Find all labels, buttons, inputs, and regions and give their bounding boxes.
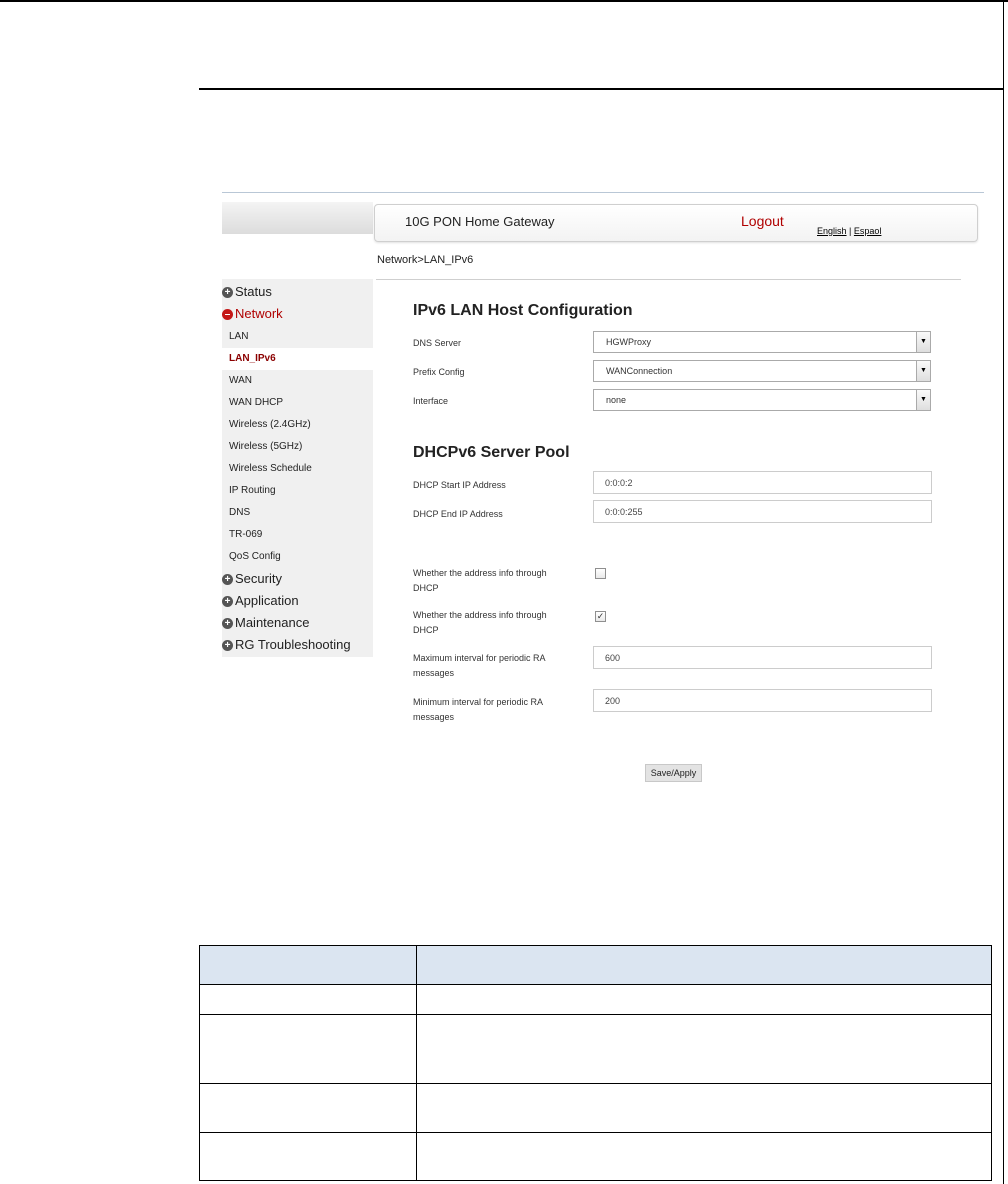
sidebar-item-label: Status <box>235 284 272 299</box>
sidebar-item-wireless-5ghz[interactable]: Wireless (5GHz) <box>229 441 303 452</box>
table-row <box>200 1015 992 1084</box>
plus-icon: + <box>222 287 233 298</box>
interface-label: Interface <box>413 396 449 406</box>
sidebar-item-application[interactable] <box>222 590 299 612</box>
address-info-checkbox-2[interactable] <box>595 611 606 622</box>
address-info-label-2: Whether the address info through DHCP <box>413 610 547 635</box>
address-info-label-1: Whether the address info through DHCP <box>413 568 547 593</box>
gateway-title: 10G PON Home Gateway <box>405 214 555 229</box>
lang-separator: | <box>849 226 852 236</box>
dhcp-end-ip-label: DHCP End IP Address <box>413 509 503 519</box>
table-cell <box>200 1133 417 1181</box>
sidebar-item-label: Maintenance <box>235 615 310 630</box>
dns-server-select[interactable] <box>593 331 931 353</box>
plus-icon: + <box>222 574 233 585</box>
sidebar-item-wan-dhcp[interactable]: WAN DHCP <box>229 397 284 408</box>
sidebar-item-wireless-schedule[interactable]: Wireless Schedule <box>229 463 312 474</box>
dropdown-arrow-icon: ▼ <box>916 332 930 352</box>
table-header-cell <box>200 946 417 985</box>
address-info-checkbox-1[interactable] <box>595 568 606 579</box>
page-right-rule <box>1003 0 1004 1184</box>
ipv6-lan-section-title: IPv6 LAN Host Configuration <box>413 302 633 319</box>
plus-icon: + <box>222 618 233 629</box>
sidebar-item-wireless-24ghz[interactable]: Wireless (2.4GHz) <box>229 419 311 430</box>
dhcpv6-section-title: DHCPv6 Server Pool <box>413 444 570 461</box>
save-apply-button[interactable]: Save/Apply <box>645 764 702 782</box>
sidebar-item-label: Application <box>235 593 299 608</box>
dropdown-arrow-icon: ▼ <box>916 390 930 410</box>
parameter-table <box>199 945 992 1181</box>
sidebar-item-label: Network <box>235 306 283 321</box>
screenshot-top-border <box>222 192 984 193</box>
lang-english-link[interactable]: English <box>817 226 847 236</box>
prefix-config-select[interactable] <box>593 360 931 382</box>
sidebar-item-label: Security <box>235 571 282 586</box>
sidebar-menu <box>222 279 373 657</box>
breadcrumb: Network>LAN_IPv6 <box>377 254 474 266</box>
dns-server-value: HGWProxy <box>606 337 651 347</box>
dhcp-start-ip-label: DHCP Start IP Address <box>413 480 506 490</box>
sidebar-item-lan[interactable]: LAN <box>229 331 249 342</box>
sidebar-item-status[interactable] <box>222 281 272 303</box>
interface-select[interactable] <box>593 389 931 411</box>
sidebar-item-lan-ipv6[interactable]: LAN_IPv6 <box>222 348 373 370</box>
table-row <box>200 985 992 1015</box>
dhcp-start-ip-input[interactable] <box>593 471 932 494</box>
sidebar-item-network[interactable] <box>222 303 283 325</box>
min-ra-interval-label: Minimum interval for periodic RA messages <box>413 697 543 722</box>
sidebar-item-qos-config[interactable]: QoS Config <box>229 551 281 562</box>
table-cell <box>417 1133 992 1181</box>
gateway-header <box>374 204 978 242</box>
table-cell <box>200 985 417 1015</box>
prefix-config-value: WANConnection <box>606 366 673 376</box>
table-row <box>200 1084 992 1133</box>
table-cell <box>200 1015 417 1084</box>
table-cell <box>417 985 992 1015</box>
sidebar-item-dns[interactable]: DNS <box>229 507 251 518</box>
min-ra-interval-input[interactable] <box>593 689 932 712</box>
table-header-cell <box>417 946 992 985</box>
table-row <box>200 1133 992 1181</box>
table-cell <box>200 1084 417 1133</box>
sidebar-item-label: RG Troubleshooting <box>235 637 351 652</box>
sidebar-header <box>222 202 373 234</box>
minus-icon: – <box>222 309 233 320</box>
sidebar-item-ip-routing[interactable]: IP Routing <box>229 485 276 496</box>
table-header-row <box>200 946 992 985</box>
sidebar-item-maintenance[interactable] <box>222 612 309 634</box>
sidebar-item-tr069[interactable]: TR-069 <box>229 529 263 540</box>
dns-server-label: DNS Server <box>413 338 462 348</box>
logout-link[interactable]: Logout <box>741 213 784 229</box>
interface-value: none <box>606 395 627 405</box>
section-rule <box>199 88 1004 90</box>
table-cell <box>417 1015 992 1084</box>
sidebar-item-security[interactable] <box>222 568 282 590</box>
dhcp-end-ip-input[interactable] <box>593 500 932 523</box>
page-top-rule <box>0 0 1008 2</box>
sidebar-item-rg-troubleshooting[interactable] <box>222 634 351 656</box>
max-ra-interval-label: Maximum interval for periodic RA messages <box>413 653 546 678</box>
lang-spanish-link[interactable]: Espaol <box>853 226 882 236</box>
plus-icon: + <box>222 640 233 651</box>
max-ra-interval-input[interactable] <box>593 646 932 669</box>
router-ui-screenshot <box>222 192 984 792</box>
dropdown-arrow-icon: ▼ <box>916 361 930 381</box>
breadcrumb-divider <box>376 279 961 280</box>
language-switcher <box>817 226 881 236</box>
table-cell <box>417 1084 992 1133</box>
sidebar-item-wan[interactable]: WAN <box>229 375 252 386</box>
prefix-config-label: Prefix Config <box>413 367 465 377</box>
checkmark-icon: ✓ <box>596 611 605 621</box>
plus-icon: + <box>222 596 233 607</box>
